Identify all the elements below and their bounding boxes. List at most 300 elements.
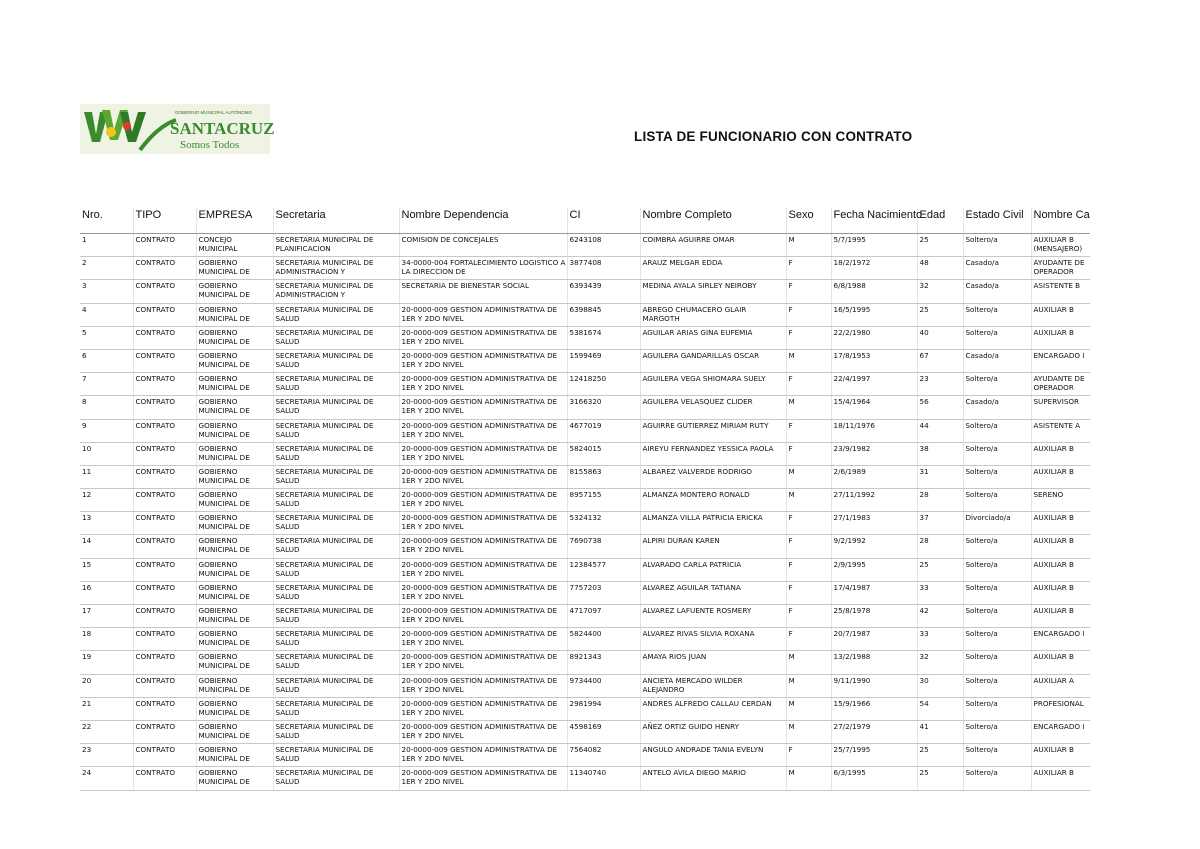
cell-dependencia <box>399 280 567 303</box>
cell-dependencia <box>399 257 567 280</box>
cell-text: ANDRES ALFREDO CALLAU CERDAN <box>642 698 772 708</box>
cell-text: Soltero/a <box>965 606 998 615</box>
cell-text: 16 <box>82 582 92 592</box>
cell-text: SECRETARIA MUNICIPAL DE SALUD <box>275 698 374 717</box>
cell-text: AUXILIAR B <box>1033 559 1074 569</box>
table-row <box>80 489 1090 512</box>
cell-sexo <box>786 697 831 720</box>
cell-text: CONTRATO <box>135 281 176 291</box>
cell-empresa <box>196 651 273 674</box>
cell-estado-civil <box>963 720 1031 743</box>
cell-text: SECRETARIA MUNICIPAL DE SALUD <box>275 513 374 532</box>
cell-text: F <box>788 443 793 453</box>
table-row <box>80 234 1090 257</box>
cell-nro <box>80 396 133 419</box>
cell-text: SECRETARIA MUNICIPAL DE SALUD <box>275 768 374 787</box>
cell-nombre-completo <box>640 489 786 512</box>
table-row <box>80 697 1090 720</box>
cell-sexo <box>786 720 831 743</box>
cell-edad <box>917 697 963 720</box>
cell-cargo <box>1031 257 1090 280</box>
cell-text: GOBIERNO MUNICIPAL DE <box>198 536 250 555</box>
cell-text: ABREGO CHUMACERO GLAIR MARGOTH <box>642 304 747 323</box>
cell-text: Soltero/a <box>965 490 998 500</box>
cell-fecha-nacimiento <box>831 303 917 326</box>
cell-text: AMAYA RIOS JUAN <box>642 652 707 662</box>
cell-cargo <box>1031 489 1090 512</box>
cell-text: M <box>788 235 795 244</box>
header-empresa: EMPRESA <box>196 208 273 234</box>
cell-tipo <box>133 442 196 465</box>
cell-nro <box>80 558 133 581</box>
cell-text: 20-0000-009 GESTION ADMINISTRATIVA DE 1ER Y 2DO NIVEL <box>401 490 558 509</box>
cell-text: GOBIERNO MUNICIPAL DE <box>198 582 250 601</box>
cell-text: 20-0000-009 GESTION ADMINISTRATIVA DE 1ER Y 2DO NIVEL <box>401 629 558 648</box>
table-row <box>80 674 1090 697</box>
table-row <box>80 605 1090 628</box>
cell-cargo <box>1031 720 1090 743</box>
cell-text: 20/7/1987 <box>833 629 871 639</box>
cell-text: ANGULO ANDRADE TANIA EVELYN <box>642 745 764 755</box>
cell-nombre-completo <box>640 720 786 743</box>
cell-text: 6393439 <box>569 281 602 291</box>
cell-text: 25/7/1995 <box>833 745 871 755</box>
cell-text: Soltero/a <box>965 466 998 476</box>
cell-nombre-completo <box>640 605 786 628</box>
cell-text: AUXILIAR B <box>1033 536 1074 546</box>
cell-text: 7757203 <box>569 582 602 592</box>
cell-text: 44 <box>919 420 929 430</box>
table-row <box>80 396 1090 419</box>
cell-estado-civil <box>963 628 1031 651</box>
header-sexo: Sexo <box>786 208 831 234</box>
cell-text: 23 <box>82 745 92 755</box>
cell-dependencia <box>399 720 567 743</box>
cell-text: ENCARGADO I <box>1033 721 1085 731</box>
cell-text: CONTRATO <box>135 745 176 755</box>
cell-estado-civil <box>963 373 1031 396</box>
cell-edad <box>917 465 963 488</box>
cell-text: 25 <box>919 235 929 244</box>
cell-text: CONTRATO <box>135 490 176 500</box>
cell-text: F <box>788 745 793 755</box>
cell-text: Soltero/a <box>965 327 998 337</box>
cell-text: GOBIERNO MUNICIPAL DE <box>198 606 250 624</box>
cell-secretaria <box>273 605 399 628</box>
cell-text: GOBIERNO MUNICIPAL DE <box>198 629 250 648</box>
cell-text: 9734400 <box>569 675 602 685</box>
cell-estado-civil <box>963 605 1031 628</box>
cell-dependencia <box>399 373 567 396</box>
cell-text: 12384577 <box>569 559 607 569</box>
santa-cruz-logo <box>80 104 275 154</box>
cell-fecha-nacimiento <box>831 465 917 488</box>
cell-cargo <box>1031 558 1090 581</box>
table-row <box>80 349 1090 372</box>
cell-nombre-completo <box>640 535 786 558</box>
cell-nombre-completo <box>640 257 786 280</box>
cell-secretaria <box>273 349 399 372</box>
cell-estado-civil <box>963 744 1031 767</box>
cell-text: SECRETARIA MUNICIPAL DE ADMINISTRACION Y <box>275 281 374 300</box>
cell-text: AUXILIAR B <box>1033 652 1074 662</box>
cell-text: AÑEZ ORTIZ GUIDO HENRY <box>642 721 740 731</box>
cell-edad <box>917 280 963 303</box>
cell-text: 27/1/1983 <box>833 513 871 523</box>
cell-text: F <box>788 420 793 430</box>
cell-edad <box>917 535 963 558</box>
cell-text: SECRETARIA MUNICIPAL DE SALUD <box>275 675 374 694</box>
cell-dependencia <box>399 651 567 674</box>
cell-text: ANTELO AVILA DIEGO MARIO <box>642 768 746 778</box>
cell-tipo <box>133 605 196 628</box>
cell-ci <box>567 280 640 303</box>
cell-text: 22/2/1980 <box>833 327 871 337</box>
cell-empresa <box>196 465 273 488</box>
cell-text: 28 <box>919 490 929 500</box>
logo-slogan: Somos Todos <box>180 139 240 151</box>
cell-nro <box>80 581 133 604</box>
cell-text: Soltero/a <box>965 582 998 592</box>
cell-text: SECRETARIA MUNICIPAL DE SALUD <box>275 582 374 601</box>
cell-text: 6398845 <box>569 304 602 314</box>
cell-text: 33 <box>919 582 929 592</box>
cell-text: 5324132 <box>569 513 602 523</box>
cell-text: GOBIERNO MUNICIPAL DE <box>198 374 250 393</box>
cell-dependencia <box>399 628 567 651</box>
cell-fecha-nacimiento <box>831 581 917 604</box>
cell-estado-civil <box>963 349 1031 372</box>
cell-text: ALVAREZ AGUILAR TATIANA <box>642 582 741 592</box>
cell-text: GOBIERNO MUNICIPAL DE <box>198 745 250 764</box>
cell-text: 4 <box>82 304 87 314</box>
cell-text: 15 <box>82 559 92 569</box>
cell-fecha-nacimiento <box>831 349 917 372</box>
cell-secretaria <box>273 303 399 326</box>
cell-text: AUXILIAR B (MENSAJERO) <box>1033 235 1083 253</box>
cell-text: ALMANZA VILLA PATRICIA ERICKA <box>642 513 763 523</box>
cell-nombre-completo <box>640 697 786 720</box>
cell-ci <box>567 744 640 767</box>
cell-secretaria <box>273 489 399 512</box>
cell-fecha-nacimiento <box>831 558 917 581</box>
cell-text: 32 <box>919 652 929 662</box>
cell-empresa <box>196 234 273 257</box>
cell-text: CONTRATO <box>135 721 176 731</box>
cell-fecha-nacimiento <box>831 720 917 743</box>
cell-text: 28 <box>919 536 929 546</box>
cell-tipo <box>133 720 196 743</box>
cell-text: AUXILIAR B <box>1033 466 1074 476</box>
cell-text: ARAUZ MELGAR EDDA <box>642 258 723 268</box>
cell-text: PROFESIONAL <box>1033 698 1084 708</box>
cell-text: SECRETARIA MUNICIPAL DE SALUD <box>275 629 374 648</box>
cell-text: CONTRATO <box>135 304 176 314</box>
cell-text: M <box>788 768 795 778</box>
cell-secretaria <box>273 373 399 396</box>
cell-text: M <box>788 721 795 731</box>
cell-dependencia <box>399 535 567 558</box>
cell-fecha-nacimiento <box>831 651 917 674</box>
cell-text: Casado/a <box>965 397 999 407</box>
cell-text: 18 <box>82 629 92 639</box>
cell-text: SUPERVISOR <box>1033 397 1080 407</box>
employee-table-area <box>80 208 1090 787</box>
table-row <box>80 651 1090 674</box>
cell-text: CONTRATO <box>135 675 176 685</box>
cell-text: 4598169 <box>569 721 602 731</box>
cell-nombre-completo <box>640 628 786 651</box>
cell-nombre-completo <box>640 326 786 349</box>
cell-fecha-nacimiento <box>831 280 917 303</box>
cell-fecha-nacimiento <box>831 257 917 280</box>
cell-text: ENCARGADO I <box>1033 350 1085 360</box>
cell-text: 15/9/1966 <box>833 698 871 708</box>
cell-sexo <box>786 373 831 396</box>
cell-text: 20-0000-009 GESTION ADMINISTRATIVA DE 1ER Y 2DO NIVEL <box>401 304 558 323</box>
cell-text: 1 <box>82 235 87 244</box>
cell-text: Soltero/a <box>965 652 998 662</box>
cell-text: CONTRATO <box>135 768 176 778</box>
cell-text: SECRETARIA MUNICIPAL DE SALUD <box>275 490 374 509</box>
cell-text: 25 <box>919 768 929 778</box>
cell-estado-civil <box>963 419 1031 442</box>
cell-secretaria <box>273 720 399 743</box>
cell-edad <box>917 489 963 512</box>
cell-text: Soltero/a <box>965 559 998 569</box>
cell-tipo <box>133 697 196 720</box>
cell-tipo <box>133 558 196 581</box>
cell-sexo <box>786 674 831 697</box>
cell-text: CONTRATO <box>135 420 176 430</box>
cell-text: 42 <box>919 606 929 615</box>
cell-text: Casado/a <box>965 350 999 360</box>
cell-text: 2 <box>82 258 87 268</box>
cell-text: SECRETARIA MUNICIPAL DE SALUD <box>275 466 374 485</box>
header-cargo: Nombre Ca <box>1031 208 1090 234</box>
header-estado-civil: Estado Civil <box>963 208 1031 234</box>
cell-secretaria <box>273 512 399 535</box>
cell-text: AUXILIAR A <box>1033 675 1074 685</box>
cell-empresa <box>196 558 273 581</box>
cell-text: Soltero/a <box>965 675 998 685</box>
cell-estado-civil <box>963 465 1031 488</box>
table-row <box>80 373 1090 396</box>
cell-text: Soltero/a <box>965 629 998 639</box>
table-header-row <box>80 208 1090 234</box>
cell-sexo <box>786 465 831 488</box>
cell-text: CONTRATO <box>135 652 176 662</box>
cell-ci <box>567 697 640 720</box>
cell-cargo <box>1031 326 1090 349</box>
cell-ci <box>567 605 640 628</box>
cell-text: CONTRATO <box>135 629 176 639</box>
cell-text: GOBIERNO MUNICIPAL DE <box>198 698 250 717</box>
cell-text: F <box>788 606 793 615</box>
cell-fecha-nacimiento <box>831 744 917 767</box>
cell-text: F <box>788 582 793 592</box>
cell-tipo <box>133 674 196 697</box>
cell-text: ALBAREZ VALVERDE RODRIGO <box>642 466 752 476</box>
cell-ci <box>567 558 640 581</box>
cell-edad <box>917 674 963 697</box>
cell-text: 5 <box>82 327 87 337</box>
cell-nro <box>80 373 133 396</box>
cell-dependencia <box>399 581 567 604</box>
cell-text: 20-0000-009 GESTION ADMINISTRATIVA DE 1ER Y 2DO NIVEL <box>401 745 558 764</box>
cell-text: ALVARADO CARLA PATRICIA <box>642 559 742 569</box>
cell-dependencia <box>399 605 567 628</box>
cell-dependencia <box>399 465 567 488</box>
cell-estado-civil <box>963 303 1031 326</box>
cell-text: 12 <box>82 490 92 500</box>
cell-tipo <box>133 326 196 349</box>
cell-nro <box>80 234 133 257</box>
cell-estado-civil <box>963 767 1031 790</box>
cell-ci <box>567 535 640 558</box>
cell-empresa <box>196 628 273 651</box>
cell-sexo <box>786 744 831 767</box>
cell-text: CONTRATO <box>135 559 176 569</box>
cell-edad <box>917 373 963 396</box>
cell-text: 5824015 <box>569 443 602 453</box>
cell-text: Soltero/a <box>965 235 998 244</box>
header-secretaria: Secretaria <box>273 208 399 234</box>
cell-text: 13 <box>82 513 92 523</box>
cell-tipo <box>133 651 196 674</box>
cell-text: 20-0000-009 GESTION ADMINISTRATIVA DE 1ER Y 2DO NIVEL <box>401 606 558 624</box>
cell-ci <box>567 326 640 349</box>
cell-secretaria <box>273 442 399 465</box>
cell-text: AUXILIAR B <box>1033 513 1074 523</box>
cell-nro <box>80 697 133 720</box>
cell-text: 31 <box>919 466 929 476</box>
cell-tipo <box>133 581 196 604</box>
cell-estado-civil <box>963 442 1031 465</box>
cell-text: 20 <box>82 675 92 685</box>
cell-text: ASISTENTE A <box>1033 420 1081 430</box>
cell-text: 22 <box>82 721 92 731</box>
cell-text: 38 <box>919 443 929 453</box>
cell-text: 23 <box>919 374 929 384</box>
cell-cargo <box>1031 373 1090 396</box>
cell-text: GOBIERNO MUNICIPAL DE <box>198 675 250 694</box>
cell-empresa <box>196 349 273 372</box>
cell-nro <box>80 419 133 442</box>
table-row <box>80 558 1090 581</box>
cell-dependencia <box>399 396 567 419</box>
cell-edad <box>917 349 963 372</box>
cell-text: SECRETARIA MUNICIPAL DE SALUD <box>275 606 374 624</box>
cell-fecha-nacimiento <box>831 442 917 465</box>
cell-text: AGUIRRE GUTIERREZ MIRIAM RUTY <box>642 420 769 430</box>
table-row <box>80 465 1090 488</box>
cell-edad <box>917 303 963 326</box>
cell-text: 25 <box>919 559 929 569</box>
cell-text: 6/8/1988 <box>833 281 866 291</box>
cell-text: GOBIERNO MUNICIPAL DE <box>198 350 250 369</box>
cell-text: GOBIERNO MUNICIPAL DE <box>198 420 250 439</box>
cell-estado-civil <box>963 280 1031 303</box>
cell-text: F <box>788 559 793 569</box>
cell-text: AUXILIAR B <box>1033 745 1074 755</box>
cell-text: 1599469 <box>569 350 602 360</box>
cell-estado-civil <box>963 512 1031 535</box>
cell-estado-civil <box>963 651 1031 674</box>
cell-text: Soltero/a <box>965 420 998 430</box>
table-row <box>80 581 1090 604</box>
cell-dependencia <box>399 512 567 535</box>
cell-text: ALVAREZ LAFUENTE ROSMERY <box>642 606 752 615</box>
cell-edad <box>917 326 963 349</box>
cell-text: 20-0000-009 GESTION ADMINISTRATIVA DE 1ER Y 2DO NIVEL <box>401 675 558 694</box>
cell-tipo <box>133 373 196 396</box>
cell-secretaria <box>273 396 399 419</box>
cell-text: F <box>788 374 793 384</box>
cell-edad <box>917 512 963 535</box>
table-row <box>80 720 1090 743</box>
cell-text: CONTRATO <box>135 235 176 244</box>
cell-text: F <box>788 258 793 268</box>
cell-nro <box>80 489 133 512</box>
cell-empresa <box>196 442 273 465</box>
cell-text: M <box>788 350 795 360</box>
cell-text: 9/2/1992 <box>833 536 866 546</box>
cell-edad <box>917 442 963 465</box>
cell-cargo <box>1031 605 1090 628</box>
cell-text: 2/9/1995 <box>833 559 866 569</box>
cell-text: 20-0000-009 GESTION ADMINISTRATIVA DE 1ER Y 2DO NIVEL <box>401 327 558 346</box>
cell-text: 4717097 <box>569 606 602 615</box>
cell-text: 20-0000-009 GESTION ADMINISTRATIVA DE 1ER Y 2DO NIVEL <box>401 559 558 578</box>
cell-text: SECRETARIA MUNICIPAL DE SALUD <box>275 745 374 764</box>
cell-text: 48 <box>919 258 929 268</box>
cell-sexo <box>786 605 831 628</box>
cell-tipo <box>133 349 196 372</box>
cell-text: ENCARGADO I <box>1033 629 1085 639</box>
cell-sexo <box>786 442 831 465</box>
cell-secretaria <box>273 651 399 674</box>
cell-secretaria <box>273 744 399 767</box>
cell-nro <box>80 744 133 767</box>
cell-empresa <box>196 512 273 535</box>
cell-sexo <box>786 326 831 349</box>
cell-sexo <box>786 234 831 257</box>
cell-estado-civil <box>963 674 1031 697</box>
cell-fecha-nacimiento <box>831 373 917 396</box>
cell-text: 20-0000-009 GESTION ADMINISTRATIVA DE 1ER Y 2DO NIVEL <box>401 374 558 393</box>
cell-dependencia <box>399 489 567 512</box>
cell-tipo <box>133 767 196 790</box>
cell-text: 6 <box>82 350 87 360</box>
cell-empresa <box>196 767 273 790</box>
cell-cargo <box>1031 628 1090 651</box>
cell-edad <box>917 234 963 257</box>
cell-text: 7 <box>82 374 87 384</box>
cell-empresa <box>196 697 273 720</box>
cell-fecha-nacimiento <box>831 605 917 628</box>
cell-text: CONTRATO <box>135 466 176 476</box>
cell-fecha-nacimiento <box>831 396 917 419</box>
cell-text: 3 <box>82 281 87 291</box>
cell-sexo <box>786 628 831 651</box>
cell-ci <box>567 234 640 257</box>
cell-estado-civil <box>963 257 1031 280</box>
cell-nro <box>80 442 133 465</box>
cell-nombre-completo <box>640 349 786 372</box>
cell-cargo <box>1031 419 1090 442</box>
table-row <box>80 442 1090 465</box>
